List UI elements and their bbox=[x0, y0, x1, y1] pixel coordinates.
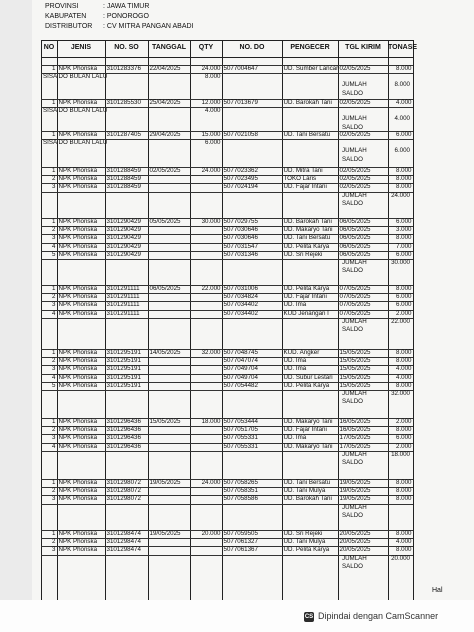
cell-do: 5077061367 bbox=[223, 546, 258, 554]
column-header: TANGGAL bbox=[151, 44, 187, 51]
cell-tonase: 8.000 bbox=[396, 234, 412, 242]
cell-so: 3101298072 bbox=[106, 479, 141, 486]
cell-tonase: 8.000 bbox=[396, 426, 412, 434]
cell-do: 5077031006 bbox=[223, 285, 258, 292]
cell-kirim: 17/05/2025 bbox=[339, 434, 371, 442]
cell-kirim: 07/05/2025 bbox=[339, 309, 371, 317]
jumlah-value: 20.000 bbox=[391, 554, 410, 562]
header-kabupaten: KABUPATEN : PONOROGO bbox=[45, 13, 149, 20]
cell-so: 3101298072 bbox=[106, 495, 141, 503]
cell-jenis: NPK Phonska bbox=[58, 226, 98, 234]
cell-no: 5 bbox=[52, 250, 56, 258]
cell-so: 3101295191 bbox=[106, 349, 141, 356]
cell-kirim: 17/05/2025 bbox=[339, 442, 371, 450]
cell-tonase: 8.000 bbox=[396, 381, 412, 389]
cell-tonase: 8.000 bbox=[396, 167, 412, 174]
cell-kirim: 06/05/2025 bbox=[339, 218, 371, 225]
cell-so: 3101296436 bbox=[106, 434, 141, 442]
cell-pengecer: UD. Makaryo Tani bbox=[283, 226, 333, 234]
jumlah-label: JUMLAH bbox=[342, 115, 367, 123]
cell-pengecer: UD. Mitra Tani bbox=[283, 167, 323, 174]
jumlah-label: JUMLAH bbox=[342, 450, 367, 458]
cell-pengecer: UD. Tani Bersatu bbox=[283, 479, 331, 486]
cell-tonase: 8.000 bbox=[396, 479, 412, 486]
cell-pengecer: UD. Ima bbox=[283, 301, 307, 309]
cell-no: 3 bbox=[52, 434, 56, 442]
cell-tonase: 8.000 bbox=[396, 285, 412, 292]
column-line bbox=[148, 40, 149, 600]
cell-kirim: 02/05/2025 bbox=[339, 183, 371, 191]
cell-jenis: NPK Phonska bbox=[58, 218, 98, 225]
column-line bbox=[222, 40, 223, 600]
cell-so: 3101295191 bbox=[106, 365, 141, 373]
cell-do: 5077048745 bbox=[223, 349, 258, 356]
cell-tgl: 15/05/2025 bbox=[149, 418, 181, 425]
cell-kirim: 19/05/2025 bbox=[339, 479, 371, 486]
cell-pengecer: UD. Pelita Karya bbox=[283, 242, 330, 250]
cell-qty: 24.000 bbox=[201, 479, 221, 486]
cell-do: 5077030646 bbox=[223, 226, 258, 234]
cell-so: 3101298474 bbox=[106, 538, 141, 546]
cell-jenis: NPK Phonska bbox=[58, 309, 98, 317]
cell-qty: 15.000 bbox=[201, 131, 221, 138]
cell-tonase: 7.000 bbox=[396, 242, 412, 250]
cell-no: 1 bbox=[52, 349, 56, 356]
cell-do: 5077024194 bbox=[223, 183, 258, 191]
sisa-do-label: SISA DO BULAN LALU bbox=[43, 107, 108, 115]
cell-do: 5077013679 bbox=[223, 99, 258, 106]
cell-jenis: NPK Phonska bbox=[58, 65, 98, 72]
cell-kirim: 02/05/2025 bbox=[339, 99, 371, 106]
column-line bbox=[190, 40, 191, 600]
cell-no: 1 bbox=[52, 418, 56, 425]
cell-jenis: NPK Phonska bbox=[58, 365, 98, 373]
cell-no: 3 bbox=[52, 495, 56, 503]
cell-pengecer: UD. Ima bbox=[283, 365, 307, 373]
column-line bbox=[105, 40, 106, 600]
cell-pengecer: UD. Tani Mulya bbox=[283, 487, 326, 495]
saldo-label: SALDO bbox=[342, 89, 363, 97]
cell-so: 3101291111 bbox=[106, 293, 140, 301]
cell-no: 1 bbox=[52, 131, 56, 138]
column-header: TONASE bbox=[388, 44, 418, 51]
cell-jenis: NPK Phonska bbox=[58, 479, 98, 486]
cell-no: 3 bbox=[52, 234, 56, 242]
cell-tonase: 6.000 bbox=[396, 293, 412, 301]
cell-no: 3 bbox=[52, 365, 56, 373]
saldo-label: SALDO bbox=[342, 155, 363, 163]
cell-pengecer: UD. Barokah Tani bbox=[283, 99, 332, 106]
cell-jenis: NPK Phonska bbox=[58, 538, 98, 546]
cell-so: 3101285530 bbox=[106, 99, 141, 106]
cell-qty: 24.000 bbox=[201, 167, 221, 174]
cell-no: 2 bbox=[52, 357, 56, 365]
cell-jenis: NPK Phonska bbox=[58, 131, 98, 138]
cell-pengecer: UD. Sumber Lancar bbox=[283, 65, 339, 72]
cell-pengecer: UD. Makaryo Tani bbox=[283, 442, 333, 450]
saldo-label: SALDO bbox=[342, 511, 363, 519]
cell-no: 2 bbox=[52, 293, 56, 301]
cell-kirim: 02/05/2025 bbox=[339, 167, 371, 174]
column-line bbox=[41, 40, 42, 600]
cell-do: 5077055331 bbox=[223, 442, 258, 450]
cell-do: 5077049704 bbox=[223, 365, 258, 373]
cell-jenis: NPK Phonska bbox=[58, 234, 98, 242]
cell-so: 3101295191 bbox=[106, 373, 141, 381]
cell-no: 2 bbox=[52, 538, 56, 546]
cell-no: 2 bbox=[52, 487, 56, 495]
cell-pengecer: UD. Tani Bersatu bbox=[283, 131, 331, 138]
cell-so: 3101291111 bbox=[106, 309, 140, 317]
saldo-label: SALDO bbox=[342, 562, 363, 570]
cell-no: 4 bbox=[52, 373, 56, 381]
cell-kirim: 02/05/2025 bbox=[339, 131, 371, 138]
saldo-label: SALDO bbox=[342, 459, 363, 466]
cell-kirim: 02/05/2025 bbox=[339, 65, 371, 72]
cell-do: 5077058265 bbox=[223, 479, 258, 486]
column-header: JENIS bbox=[70, 44, 92, 51]
jumlah-label: JUMLAH bbox=[342, 191, 367, 199]
cell-tonase: 2.000 bbox=[396, 418, 412, 425]
jumlah-value: 4.000 bbox=[394, 115, 410, 123]
cell-do: 5077058586 bbox=[223, 495, 258, 503]
cell-so: 3101288459 bbox=[106, 167, 141, 174]
cell-kirim: 15/05/2025 bbox=[339, 365, 371, 373]
cell-pengecer: UD. Fajar Intani bbox=[283, 293, 327, 301]
cell-so: 3101288459 bbox=[106, 175, 141, 183]
cell-jenis: NPK Phonska bbox=[58, 487, 98, 495]
cell-do: 5077053444 bbox=[223, 418, 258, 425]
cell-tonase: 8.000 bbox=[396, 495, 412, 503]
cell-tgl: 14/05/2025 bbox=[149, 349, 181, 356]
cell-do: 5077034402 bbox=[223, 309, 258, 317]
cell-so: 3101291111 bbox=[106, 285, 140, 292]
cell-jenis: NPK Phonska bbox=[58, 495, 98, 503]
cell-do: 5077058351 bbox=[223, 487, 258, 495]
cell-pengecer: UD. Pelita Karya bbox=[283, 381, 330, 389]
cell-kirim: 06/05/2025 bbox=[339, 242, 371, 250]
cell-pengecer: UD. Sri Rejeki bbox=[283, 250, 323, 258]
cell-tgl: 22/04/2025 bbox=[149, 65, 181, 72]
cell-tonase: 4.000 bbox=[396, 99, 412, 106]
cell-tonase: 8.000 bbox=[396, 183, 412, 191]
cell-tonase: 8.000 bbox=[396, 65, 412, 72]
cell-kirim: 19/05/2025 bbox=[339, 487, 371, 495]
cell-qty: 20.000 bbox=[201, 530, 221, 537]
column-line bbox=[57, 40, 58, 600]
cell-so: 3101288459 bbox=[106, 183, 141, 191]
cell-jenis: NPK Phonska bbox=[58, 183, 98, 191]
jumlah-value: 6.000 bbox=[394, 147, 410, 155]
cell-kirim: 06/05/2025 bbox=[339, 226, 371, 234]
cell-no: 2 bbox=[52, 175, 56, 183]
cell-kirim: 15/05/2025 bbox=[339, 349, 371, 356]
cell-so: 3101295191 bbox=[106, 357, 141, 365]
cell-kirim: 07/05/2025 bbox=[339, 285, 371, 292]
cell-qty: 12.000 bbox=[201, 99, 221, 106]
cell-jenis: NPK Phonska bbox=[58, 546, 98, 554]
cell-do: 5077051705 bbox=[223, 426, 258, 434]
cell-no: 4 bbox=[52, 242, 56, 250]
cell-pengecer: UD. Fajar Intani bbox=[283, 426, 327, 434]
sisa-do-value: 8.000 bbox=[205, 73, 221, 81]
cell-so: 3101290429 bbox=[106, 218, 141, 225]
cell-tonase: 6.000 bbox=[396, 131, 412, 138]
cell-so: 3101298474 bbox=[106, 546, 141, 554]
column-header: PENGECER bbox=[290, 44, 330, 51]
cell-jenis: NPK Phonska bbox=[58, 250, 98, 258]
cell-no: 1 bbox=[52, 218, 56, 225]
cell-jenis: NPK Phonska bbox=[58, 293, 98, 301]
cell-do: 5077047074 bbox=[223, 357, 258, 365]
cell-kirim: 20/05/2025 bbox=[339, 530, 371, 537]
saldo-label: SALDO bbox=[342, 326, 363, 333]
cell-so: 3101283376 bbox=[106, 65, 141, 72]
cell-kirim: 19/05/2025 bbox=[339, 495, 371, 503]
cell-do: 5077059505 bbox=[223, 530, 258, 537]
camscanner-logo-icon: CS bbox=[304, 614, 314, 620]
cell-kirim: 15/05/2025 bbox=[339, 373, 371, 381]
column-line bbox=[338, 40, 339, 600]
cell-do: 5077023495 bbox=[223, 175, 258, 183]
cell-tonase: 6.000 bbox=[396, 250, 412, 258]
cell-do: 5077004647 bbox=[223, 65, 258, 72]
cell-jenis: NPK Phonska bbox=[58, 242, 98, 250]
cell-kirim: 07/05/2025 bbox=[339, 293, 371, 301]
cell-jenis: NPK Phonska bbox=[58, 349, 98, 356]
cell-no: 3 bbox=[52, 183, 56, 191]
column-header: NO. DO bbox=[239, 44, 265, 51]
cell-so: 3101290429 bbox=[106, 250, 141, 258]
jumlah-value: 30.000 bbox=[391, 259, 410, 266]
column-line bbox=[413, 40, 414, 600]
jumlah-value: 22.000 bbox=[391, 317, 410, 325]
jumlah-value: 24.000 bbox=[391, 191, 410, 199]
cell-qty: 24.000 bbox=[201, 65, 221, 72]
cell-jenis: NPK Phonska bbox=[58, 167, 98, 174]
cell-kirim: 15/05/2025 bbox=[339, 381, 371, 389]
jumlah-label: JUMLAH bbox=[342, 317, 367, 325]
cell-tonase: 6.000 bbox=[396, 218, 412, 225]
sisa-do-label: SISA DO BULAN LALU bbox=[43, 73, 108, 81]
cell-jenis: NPK Phonska bbox=[58, 381, 98, 389]
cell-qty: 30.000 bbox=[201, 218, 221, 225]
cell-tonase: 8.000 bbox=[396, 530, 412, 537]
cell-kirim: 15/05/2025 bbox=[339, 357, 371, 365]
cell-pengecer: UD. Subur Lestari bbox=[283, 373, 333, 381]
cell-do: 5077061327 bbox=[223, 538, 258, 546]
cell-pengecer: UD. Ima bbox=[283, 434, 307, 442]
jumlah-label: JUMLAH bbox=[342, 554, 367, 562]
cell-tgl: 19/05/2025 bbox=[149, 479, 181, 486]
jumlah-label: JUMLAH bbox=[342, 259, 367, 266]
saldo-label: SALDO bbox=[342, 123, 363, 131]
cell-qty: 32.000 bbox=[201, 349, 221, 356]
cell-do: 5077021058 bbox=[223, 131, 258, 138]
cell-no: 1 bbox=[52, 167, 56, 174]
cell-tonase: 4.000 bbox=[396, 365, 412, 373]
cell-jenis: NPK Phonska bbox=[58, 442, 98, 450]
cell-tonase: 6.000 bbox=[396, 301, 412, 309]
cell-so: 3101298072 bbox=[106, 487, 141, 495]
cell-pengecer: KUD. Angker bbox=[283, 349, 320, 356]
column-header: TGL KIRIM bbox=[345, 44, 381, 51]
cell-tgl: 06/05/2025 bbox=[149, 285, 181, 292]
cell-do: 5077049704 bbox=[223, 373, 258, 381]
header-provinsi: PROVINSI : JAWA TIMUR bbox=[45, 3, 150, 10]
cell-do: 5077031346 bbox=[223, 250, 258, 258]
cell-so: 3101287405 bbox=[106, 131, 141, 138]
cell-no: 1 bbox=[52, 65, 56, 72]
jumlah-value: 32.000 bbox=[391, 390, 410, 397]
cell-pengecer: UD. Pelita Karya bbox=[283, 285, 330, 292]
cell-so: 3101290429 bbox=[106, 234, 141, 242]
cell-qty: 22.000 bbox=[201, 285, 221, 292]
cell-do: 5077030646 bbox=[223, 234, 258, 242]
cell-tonase: 3.000 bbox=[396, 226, 412, 234]
cell-tgl: 05/05/2025 bbox=[149, 218, 181, 225]
cell-no: 1 bbox=[52, 99, 56, 106]
saldo-label: SALDO bbox=[342, 267, 363, 275]
cell-pengecer: TOKO Laris bbox=[283, 175, 317, 183]
cell-jenis: NPK Phonska bbox=[58, 434, 98, 442]
cell-tonase: 4.000 bbox=[396, 538, 412, 546]
cell-tgl: 29/04/2025 bbox=[149, 131, 181, 138]
cell-jenis: NPK Phonska bbox=[58, 285, 98, 292]
cell-kirim: 06/05/2025 bbox=[339, 234, 371, 242]
cell-so: 3101298474 bbox=[106, 530, 141, 537]
sisa-do-value: 6.000 bbox=[205, 139, 221, 147]
cell-jenis: NPK Phonska bbox=[58, 357, 98, 365]
cell-kirim: 02/05/2025 bbox=[339, 175, 371, 183]
cell-kirim: 16/05/2025 bbox=[339, 426, 371, 434]
cell-do: 5077031547 bbox=[223, 242, 258, 250]
cell-tgl: 02/05/2025 bbox=[149, 167, 181, 174]
cell-so: 3101296436 bbox=[106, 418, 141, 425]
cell-tonase: 8.000 bbox=[396, 357, 412, 365]
cell-tonase: 2.000 bbox=[396, 309, 412, 317]
cell-so: 3101296436 bbox=[106, 426, 141, 434]
cell-no: 5 bbox=[52, 381, 56, 389]
cell-no: 4 bbox=[52, 442, 56, 450]
jumlah-label: JUMLAH bbox=[342, 390, 367, 397]
cell-pengecer: UD. Sri Rejeki bbox=[283, 530, 323, 537]
cell-do: 5077023362 bbox=[223, 167, 258, 174]
jumlah-value: 8.000 bbox=[394, 81, 410, 89]
jumlah-label: JUMLAH bbox=[342, 147, 367, 155]
cell-kirim: 06/05/2025 bbox=[339, 250, 371, 258]
cell-pengecer: UD. Barokah Tani bbox=[283, 495, 332, 503]
column-header: QTY bbox=[198, 44, 214, 51]
cell-no: 4 bbox=[52, 309, 56, 317]
cell-jenis: NPK Phonska bbox=[58, 175, 98, 183]
saldo-label: SALDO bbox=[342, 398, 363, 406]
cell-do: 5077034824 bbox=[223, 293, 258, 301]
jumlah-label: JUMLAH bbox=[342, 503, 367, 511]
cell-no: 1 bbox=[52, 285, 56, 292]
cell-so: 3101290429 bbox=[106, 242, 141, 250]
cell-jenis: NPK Phonska bbox=[58, 373, 98, 381]
cell-do: 5077029755 bbox=[223, 218, 258, 225]
cell-kirim: 20/05/2025 bbox=[339, 538, 371, 546]
cell-pengecer: KUD Jenangan I bbox=[283, 309, 329, 317]
cell-no: 2 bbox=[52, 426, 56, 434]
cell-tonase: 8.000 bbox=[396, 487, 412, 495]
cell-kirim: 07/05/2025 bbox=[339, 301, 371, 309]
cell-kirim: 16/05/2025 bbox=[339, 418, 371, 425]
cell-pengecer: UD. Ima bbox=[283, 357, 307, 365]
cell-tonase: 8.000 bbox=[396, 175, 412, 183]
cell-jenis: NPK Phonska bbox=[58, 418, 98, 425]
column-header: NO. SO bbox=[114, 44, 139, 51]
sisa-do-label: SISA DO BULAN LALU bbox=[43, 139, 108, 147]
cell-no: 1 bbox=[52, 479, 56, 486]
cell-no: 1 bbox=[52, 530, 56, 537]
cell-pengecer: UD. Tani Bersatu bbox=[283, 234, 331, 242]
column-line bbox=[282, 40, 283, 600]
cell-do: 5077055331 bbox=[223, 434, 258, 442]
cell-pengecer: UD. Pelita Karya bbox=[283, 546, 330, 554]
cell-pengecer: UD. Fajar Intani bbox=[283, 183, 327, 191]
cell-no: 3 bbox=[52, 301, 56, 309]
cell-so: 3101290429 bbox=[106, 226, 141, 234]
cell-so: 3101295191 bbox=[106, 381, 141, 389]
cell-jenis: NPK Phonska bbox=[58, 426, 98, 434]
cell-pengecer: UD. Barokah Tani bbox=[283, 218, 332, 225]
cell-tonase: 6.000 bbox=[396, 434, 412, 442]
cell-jenis: NPK Phonska bbox=[58, 99, 98, 106]
jumlah-label: JUMLAH bbox=[342, 81, 367, 89]
page-label: Hal bbox=[432, 587, 443, 594]
header-distributor: DISTRIBUTOR : CV MITRA PANGAN ABADI bbox=[45, 23, 194, 30]
sisa-do-value: 4.000 bbox=[205, 107, 221, 115]
cell-qty: 18.000 bbox=[201, 418, 221, 425]
cell-do: 5077034402 bbox=[223, 301, 258, 309]
cell-tonase: 4.000 bbox=[396, 373, 412, 381]
cell-so: 3101291111 bbox=[106, 301, 140, 309]
cell-no: 3 bbox=[52, 546, 56, 554]
cell-pengecer: UD. Makaryo Tani bbox=[283, 418, 333, 425]
cell-tgl: 25/04/2025 bbox=[149, 99, 181, 106]
cell-so: 3101296436 bbox=[106, 442, 141, 450]
cell-do: 5077054482 bbox=[223, 381, 258, 389]
cell-tgl: 19/05/2025 bbox=[149, 530, 181, 537]
cell-jenis: NPK Phonska bbox=[58, 301, 98, 309]
camscanner-caption: Dipindai dengan CamScanner bbox=[318, 611, 439, 621]
cell-tonase: 8.000 bbox=[396, 546, 412, 554]
cell-tonase: 2.000 bbox=[396, 442, 412, 450]
jumlah-value: 18.000 bbox=[391, 450, 410, 458]
cell-jenis: NPK Phonska bbox=[58, 530, 98, 537]
cell-no: 2 bbox=[52, 226, 56, 234]
cell-tonase: 8.000 bbox=[396, 349, 412, 356]
cell-pengecer: UD. Tani Mulya bbox=[283, 538, 326, 546]
column-header: NO bbox=[43, 44, 55, 51]
saldo-label: SALDO bbox=[342, 199, 363, 207]
cell-kirim: 20/05/2025 bbox=[339, 546, 371, 554]
